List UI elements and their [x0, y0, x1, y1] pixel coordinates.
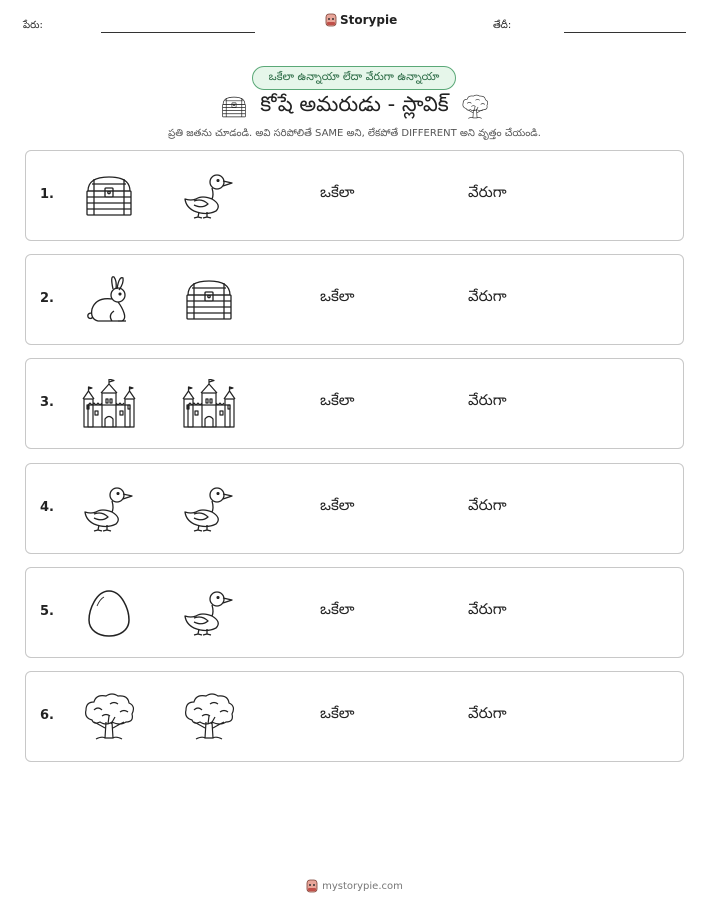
different-option[interactable]: వేరుగా — [468, 600, 507, 618]
exercise-row — [25, 567, 684, 658]
instructions: ప్రతి జతను చూడండి. అవి సరిపోలితే SAME అని, లేకపోతే DIFFERENT అని వృత్తం చేయండి. — [168, 128, 541, 139]
exercise-row — [25, 254, 684, 345]
rabbit-icon — [82, 275, 136, 325]
same-option[interactable]: ఒకేలా — [320, 496, 355, 514]
exercise-row — [25, 671, 684, 762]
row-number: 3. — [40, 395, 54, 410]
worksheet-header — [0, 0, 709, 40]
title-row — [0, 90, 709, 124]
row-number: 1. — [40, 187, 54, 202]
tree-icon — [82, 692, 136, 742]
treasure-chest-icon — [220, 94, 248, 120]
different-option[interactable]: వేరుగా — [468, 496, 507, 514]
name-line[interactable] — [101, 32, 255, 33]
duck-icon — [182, 588, 236, 638]
same-option[interactable]: ఒకేలా — [320, 704, 355, 722]
row-number: 2. — [40, 291, 54, 306]
brand-logo — [325, 13, 397, 27]
different-option[interactable]: వేరుగా — [468, 704, 507, 722]
row-number: 6. — [40, 708, 54, 723]
same-option[interactable]: ఒకేలా — [320, 391, 355, 409]
different-option[interactable]: వేరుగా — [468, 391, 507, 409]
row-number: 4. — [40, 500, 54, 515]
subtitle-pill: ఒకేలా ఉన్నాయా లేదా వేరుగా ఉన్నాయా — [252, 66, 456, 90]
duck-icon — [182, 171, 236, 221]
row-number: 5. — [40, 604, 54, 619]
footer — [0, 879, 709, 893]
exercise-row — [25, 150, 684, 241]
different-option[interactable]: వేరుగా — [468, 183, 507, 201]
date-line[interactable] — [564, 32, 686, 33]
different-option[interactable]: వేరుగా — [468, 287, 507, 305]
duck-icon — [82, 484, 136, 534]
storypie-mascot-icon — [325, 13, 337, 27]
treasure-chest-icon — [182, 275, 236, 325]
date-label: తేదీ: — [493, 20, 512, 31]
castle-icon — [182, 379, 236, 429]
castle-icon — [82, 379, 136, 429]
tree-icon — [461, 94, 489, 120]
same-option[interactable]: ఒకేలా — [320, 183, 355, 201]
same-option[interactable]: ఒకేలా — [320, 287, 355, 305]
duck-icon — [182, 484, 236, 534]
same-option[interactable]: ఒకేలా — [320, 600, 355, 618]
footer-url[interactable]: mystorypie.com — [322, 880, 403, 892]
page-title: కోషే అమరుడు - స్లావిక్ — [260, 92, 449, 116]
brand-name: Storypie — [340, 13, 398, 27]
storypie-mascot-icon — [306, 879, 318, 893]
name-label: పేరు: — [23, 20, 43, 31]
tree-icon — [182, 692, 236, 742]
exercise-row — [25, 463, 684, 554]
exercise-row — [25, 358, 684, 449]
treasure-chest-icon — [82, 171, 136, 221]
egg-icon — [82, 588, 136, 638]
